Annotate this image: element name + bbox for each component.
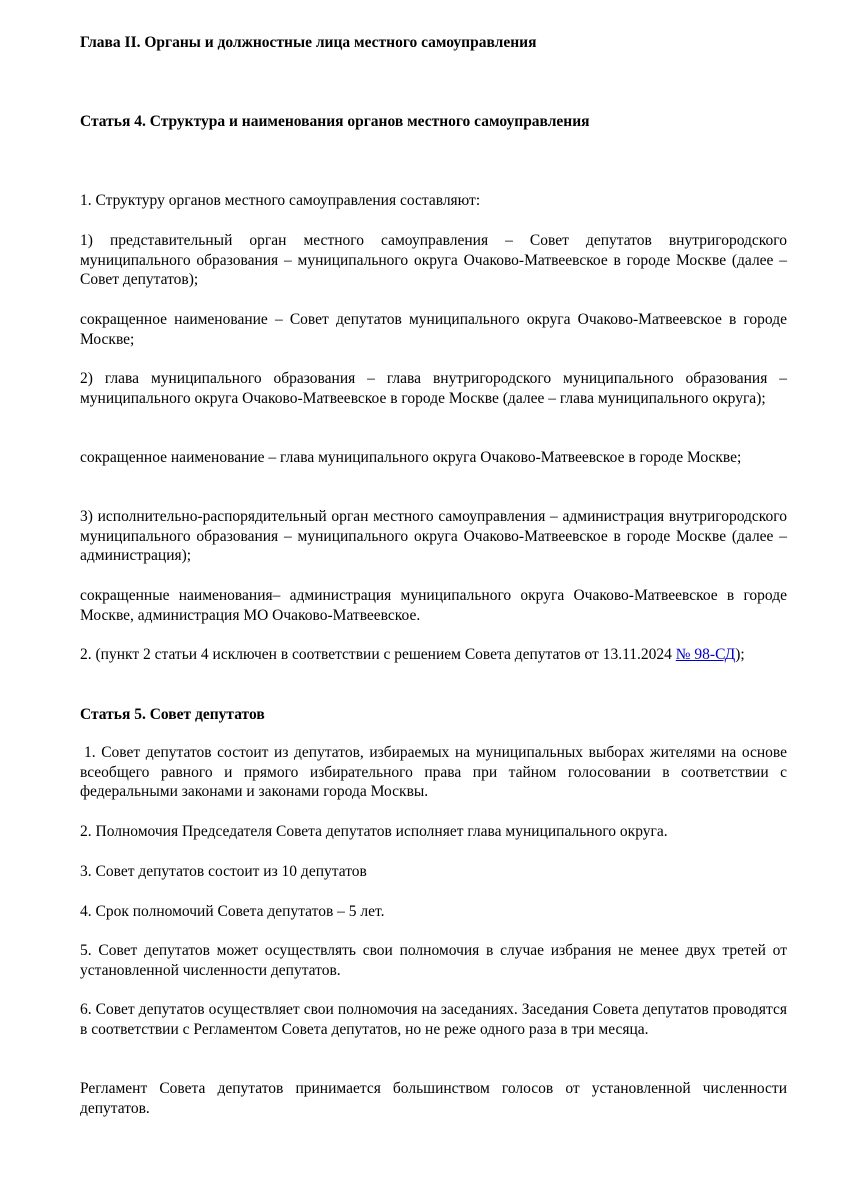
article-5-paragraph-1: 1. Совет депутатов состоит из депутатов, избираемых на муниципальных выборах жителями на основе всеобщего равного и прямого избирательного права при тайном голосовании в соответствии с федеральными законами и законами города Москвы. (80, 744, 787, 800)
article-4-paragraph-6: 3) исполнительно-распорядительный орган местного самоуправления – администрация внутригородского муниципального образования – муниципального округа Очаково-Матвеевское в городе Москве (далее – администрация); (80, 508, 787, 564)
article-4-paragraph-8 (80, 645, 787, 665)
article-4-paragraph-7: сокращенные наименования– администрация муниципального округа Очаково-Матвеевское в городе Москве, администрация МО Очаково-Матвеевское. (80, 587, 787, 624)
decision-98-sd-link[interactable]: № 98-СД (675, 646, 736, 663)
article-4-paragraph-5: сокращенное наименование – глава муниципального округа Очаково-Матвеевское в городе Москве; (80, 449, 742, 466)
article-5-paragraph-7: Регламент Совета депутатов принимается большинством голосов от установленной численности депутатов. (80, 1080, 787, 1117)
article-4-paragraph-4: 2) глава муниципального образования – глава внутригородского муниципального образования – муниципального округа Очаково-Матвеевское в городе Москве (далее – глава муниципального округа); (80, 370, 787, 407)
article-5-paragraph-5: 5. Совет депутатов может осуществлять свои полномочия в случае избрания не менее двух третей от установленной численности депутатов. (80, 942, 787, 979)
article-4-paragraph-1: 1. Структуру органов местного самоуправления составляют: (80, 192, 481, 209)
chapter-heading: Глава II. Органы и должностные лица местного самоуправления (80, 34, 537, 51)
article-5-paragraph-3: 3. Совет депутатов состоит из 10 депутатов (80, 863, 367, 880)
article-4-paragraph-3: сокращенное наименование – Совет депутатов муниципального округа Очаково-Матвеевское в городе Москве; (80, 311, 787, 348)
article-4-paragraph-8-text: 2. (пункт 2 статьи 4 исключен в соответствии с решением Совета депутатов от 13.11.2024 (80, 646, 676, 663)
article-5-paragraph-6: 6. Совет депутатов осуществляет свои полномочия на заседаниях. Заседания Совета депутатов проводятся в соответствии с Регламентом Совета депутатов, но не реже одного раза в три месяца. (80, 1001, 787, 1038)
article-5-paragraph-4: 4. Срок полномочий Совета депутатов – 5 лет. (80, 903, 385, 920)
article-4-paragraph-8-end: ); (735, 646, 745, 663)
article-5-paragraph-2: 2. Полномочия Председателя Совета депутатов исполняет глава муниципального округа. (80, 823, 668, 840)
article-4-heading: Статья 4. Структура и наименования органов местного самоуправления (80, 113, 590, 130)
article-5-heading: Статья 5. Совет депутатов (80, 706, 265, 723)
article-4-paragraph-2: 1) представительный орган местного самоуправления – Совет депутатов внутригородского муниципального образования – муниципального округа Очаково-Матвеевское в городе Москве (далее – Совет депутатов); (80, 232, 787, 288)
